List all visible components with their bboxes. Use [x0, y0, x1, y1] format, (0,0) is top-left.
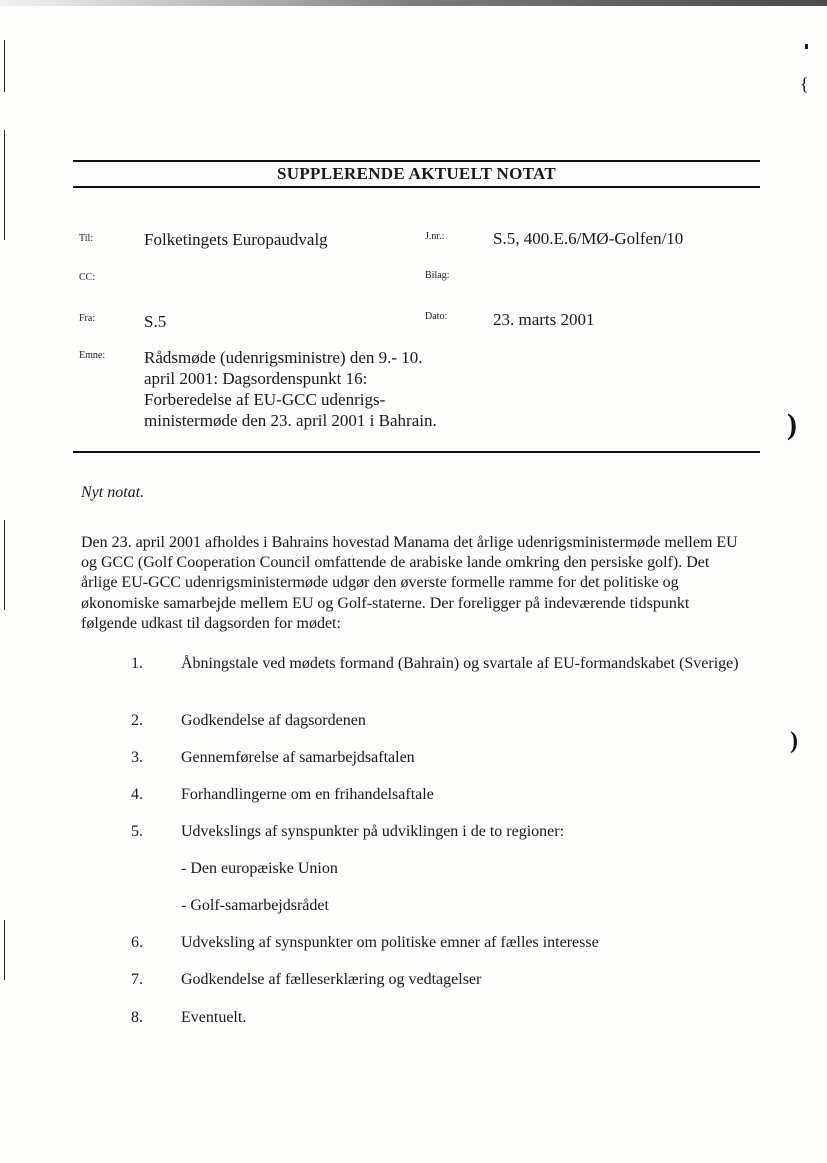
cc-label: CC:: [79, 272, 96, 283]
header-rule-bottom: [73, 186, 760, 188]
agenda-number: 6.: [131, 934, 143, 951]
til-value: Folketingets Europaudvalg: [144, 230, 328, 249]
dato-value: 23. marts 2001: [493, 310, 595, 329]
fra-value: S.5: [144, 312, 167, 331]
agenda-item: Godkendelse af dagsordenen: [181, 712, 366, 729]
agenda-number: 8.: [131, 1009, 143, 1026]
agenda-item: Godkendelse af fælleserklæring og vedtagelser: [181, 971, 482, 988]
agenda-number: 7.: [131, 971, 143, 988]
agenda-subitem: - Den europæiske Union: [181, 860, 338, 877]
jnr-label: J.nr.:: [425, 231, 445, 242]
agenda-item: Gennemførelse af samarbejdsaftalen: [181, 749, 415, 766]
scan-artifact: {: [800, 74, 809, 94]
scan-artifact: [4, 40, 5, 92]
dato-label: Dato:: [425, 311, 448, 322]
scan-artifact: [4, 520, 5, 610]
jnr-value: S.5, 400.E.6/MØ-Golfen/10: [493, 229, 684, 248]
intro-paragraph: Den 23. april 2001 afholdes i Bahrains hovestad Manama det årlige udenrigsministermøde mellem EU og GCC (Golf Cooperation Council omfattende de arabiske lande omkring den persiske golf). Det årlige EU-GCC udenrigsministermøde udgør den øverste formelle ramme for det politiske og økonomiske samarbejde mellem EU og Golf-staterne. Der foreligger på indeværende tidspunkt følgende udkast til dagsorden for mødet:: [81, 534, 738, 632]
scan-artifact: ): [787, 408, 797, 441]
emne-value: Rådsmøde (udenrigsministre) den 9.- 10. april 2001: Dagsordenspunkt 16: Forberedelse af EU-GCC udenrigs-ministermøde den 23. april 2001 i Bahrain.: [144, 348, 437, 430]
emne-label: Emne:: [79, 350, 106, 361]
agenda-item: Udvekslings af synspunkter på udviklingen i de to regioner:: [181, 823, 565, 840]
agenda-item: Forhandlingerne om en frihandelsaftale: [181, 786, 434, 803]
agenda-number: 3.: [131, 749, 143, 766]
agenda-item: Udveksling af synspunkter om politiske emner af fælles interesse: [181, 934, 599, 951]
page-title: SUPPLERENDE AKTUELT NOTAT: [277, 164, 556, 183]
agenda-number: 2.: [131, 712, 143, 729]
agenda-number: 5.: [131, 823, 143, 840]
agenda-item: Åbningstale ved mødets formand (Bahrain) og svartale af EU-formandskabet (Sverige): [181, 655, 739, 672]
agenda-subitem: - Golf-samarbejdsrådet: [181, 897, 329, 914]
agenda-number: 1.: [131, 655, 143, 672]
fra-label: Fra:: [79, 313, 96, 324]
scan-artifact: [4, 920, 5, 980]
til-label: Til:: [79, 233, 94, 244]
scan-top-edge: [0, 0, 827, 6]
header-rule-top: [73, 160, 760, 162]
fields-rule-bottom: [73, 451, 760, 453]
agenda-number: 4.: [131, 786, 143, 803]
scan-artifact: [805, 44, 808, 49]
scan-artifact: ): [790, 728, 798, 754]
bilag-label: Bilag:: [425, 270, 450, 281]
new-note-label: Nyt notat.: [81, 484, 145, 501]
agenda-item: Eventuelt.: [181, 1009, 247, 1026]
scan-artifact: [4, 130, 5, 240]
